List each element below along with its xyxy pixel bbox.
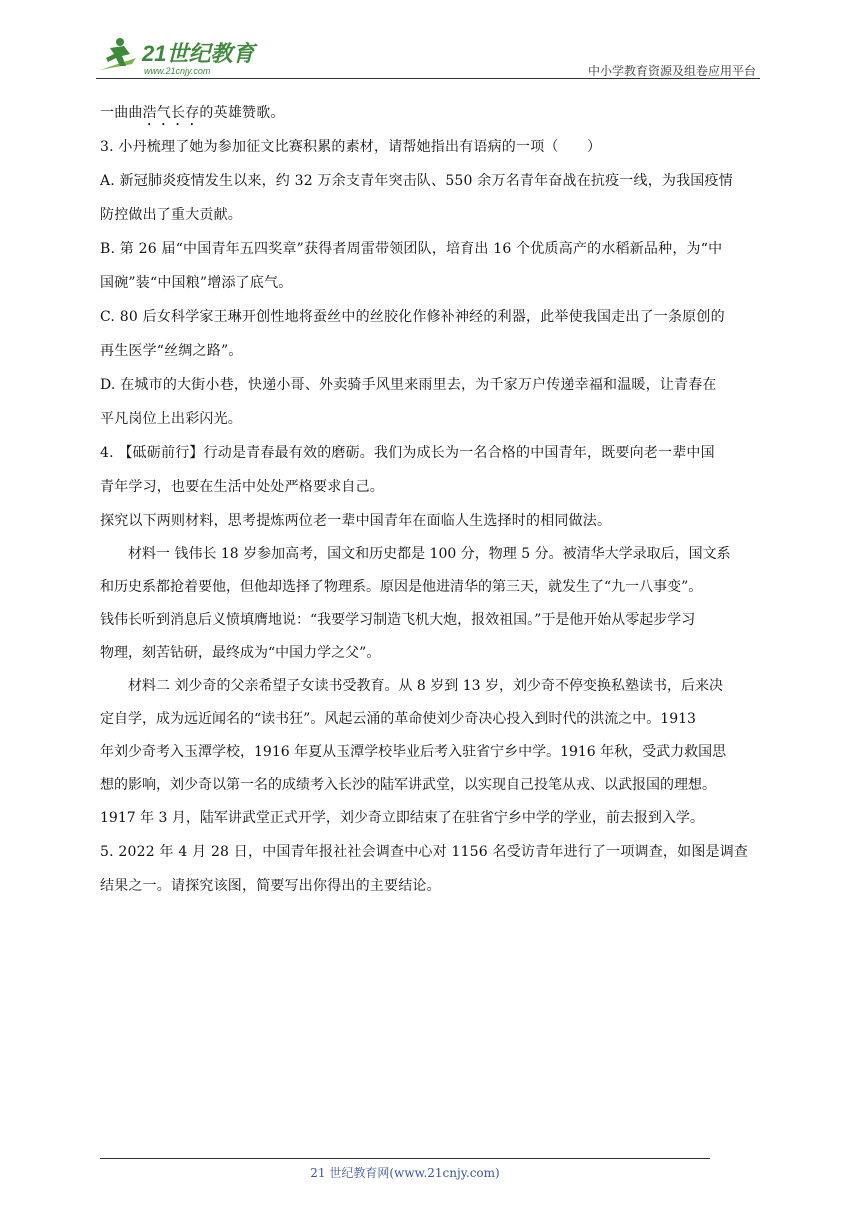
option-b-line-1: B. 第 26 届“中国青年五四奖章”获得者周雷带领团队，培育出 16 个优质高产的水稻新品种，为“中 xyxy=(100,241,723,257)
question-5-line-1: 5. 2022 年 4 月 28 日，中国青年报社社会调查中心对 1156 名受访青年进行了一项调查，如图是调查 xyxy=(100,844,749,860)
svg-text:21世纪教育: 21世纪教育 xyxy=(142,41,255,66)
platform-name: 中小学教育资源及组卷应用平台 xyxy=(587,64,756,78)
material-1-line-3: 钱伟长听到消息后义愤填膺地说：“我要学习制造飞机大炮，报效祖国。”于是他开始从零起步学习 xyxy=(100,612,696,628)
option-c-line-2: 再生医学“丝绸之路”。 xyxy=(100,343,243,359)
question-4-instruction: 探究以下两则材料，思考提炼两位老一辈中国青年在面临人生选择时的相同做法。 xyxy=(100,513,612,529)
question-4-line-2: 青年学习，也要在生活中处处严格要求自己。 xyxy=(100,479,384,495)
option-d-line-1: D. 在城市的大街小巷，快递小哥、外卖骑手风里来雨里去，为千家万户传递幸福和温暖，让青春在 xyxy=(100,377,717,393)
footer-text: 21 世纪教育网(www.21cnjy.com) xyxy=(310,1166,500,1180)
header-divider xyxy=(96,78,760,79)
emphasized-phrase: 浩气长存 xyxy=(142,105,200,121)
text-line: 一曲曲浩气长存的英雄赞歌。 xyxy=(100,105,285,121)
option-c-line-1: C. 80 后女科学家王琳开创性地将蚕丝中的丝胶化作修补神经的利器，此举使我国走出了一条原创的 xyxy=(100,309,725,325)
material-2-line-1: 材料二 刘少奇的父亲希望子女读书受教育。从 8 岁到 13 岁，刘少奇不停变换私塾读书，后来决 xyxy=(128,678,723,694)
material-2-line-5: 1917 年 3 月，陆军讲武堂正式开学，刘少奇立即结束了在驻省宁乡中学的学业，前去报到入学。 xyxy=(100,810,704,826)
material-2-line-3: 年刘少奇考入玉潭学校，1916 年夏从玉潭学校毕业后考入驻省宁乡中学。1916 年秋，受武力救国思 xyxy=(100,744,727,760)
option-a-line-1: A. 新冠肺炎疫情发生以来，约 32 万余支青年突击队、550 余万名青年奋战在抗疫一线，为我国疫情 xyxy=(100,173,733,189)
document-body xyxy=(100,96,760,903)
svg-text:www.21cnjy.com: www.21cnjy.com xyxy=(144,66,211,76)
material-2-line-2: 定自学，成为远近闻名的“读书狂”。风起云涌的革命使刘少奇决心投入到时代的洪流之中。1913 xyxy=(100,711,696,727)
21cnjy-logo xyxy=(96,34,266,78)
question-3: 3. 小丹梳理了她为参加征文比赛积累的素材，请帮她指出有语病的一项（ ） xyxy=(100,139,602,155)
material-1-line-1: 材料一 钱伟长 18 岁参加高考，国文和历史都是 100 分，物理 5 分。被清华大学录取后，国文系 xyxy=(128,546,731,562)
page-header xyxy=(96,34,760,82)
question-5-line-2: 结果之一。请探究该图，简要写出你得出的主要结论。 xyxy=(100,878,441,894)
footer-divider xyxy=(100,1158,710,1159)
material-2-line-4: 想的影响，刘少奇以第一名的成绩考入长沙的陆军讲武堂，以实现自己投笔从戎、以武报国的理想。 xyxy=(100,777,716,793)
question-4-line-1: 4. 【砥砺前行】行动是青春最有效的磨砺。我们为成长为一名合格的中国青年，既要向老一辈中国 xyxy=(100,445,715,461)
option-b-line-2: 国碗”装“中国粮”增添了底气。 xyxy=(100,275,293,291)
option-d-line-2: 平凡岗位上出彩闪光。 xyxy=(100,411,242,427)
material-1-line-4: 物理，刻苦钻研，最终成为“中国力学之父”。 xyxy=(100,645,381,661)
material-1-line-2: 和历史系都抢着要他，但他却选择了物理系。原因是他进清华的第三天，就发生了“九一八事变”。 xyxy=(100,579,703,595)
option-a-line-2: 防控做出了重大贡献。 xyxy=(100,207,242,223)
